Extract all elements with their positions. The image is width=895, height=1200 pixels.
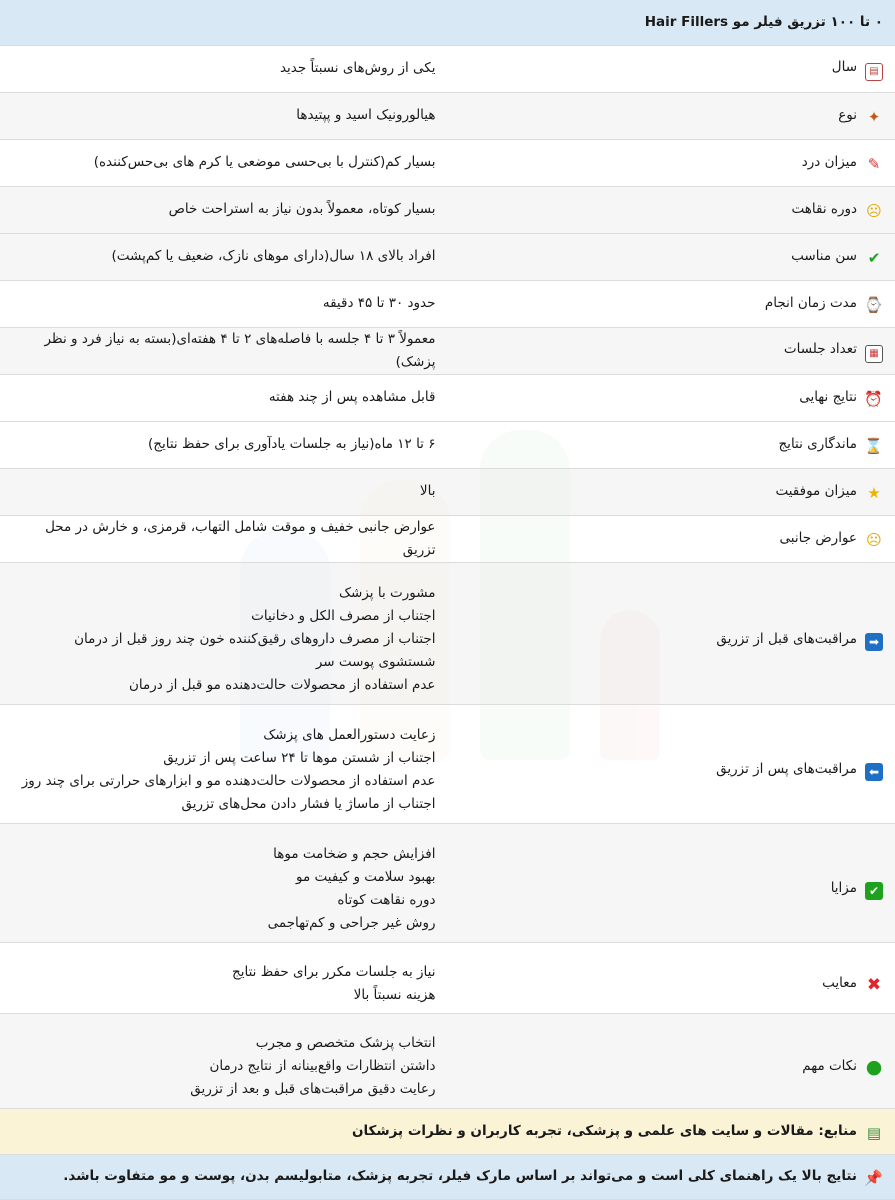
row-label: ●نکات مهم	[448, 1013, 895, 1108]
books-icon: ▤	[866, 1123, 882, 1142]
sources-text: منابع: مقالات و سایت های علمی و پزشکی، تجربه کاربران و نظرات پزشکان	[351, 1122, 857, 1139]
list-item: مشورت با پزشک	[338, 584, 436, 601]
row-label: ▦تعداد جلسات	[448, 327, 895, 374]
row-value: حدود ۳۰ تا ۴۵ دقیقه	[0, 280, 448, 327]
list-item: افزایش حجم و ضخامت موها	[273, 845, 436, 862]
row-label: ➡مراقبت‌های قبل از تزریق	[448, 562, 895, 704]
table-row	[0, 1013, 895, 1108]
sources-row	[0, 1108, 895, 1154]
row-value: بسیار کم(کنترل با بی‌حسی موضعی یا کرم های بی‌حس‌کننده)	[0, 139, 448, 186]
cross-mark-icon: ✖	[866, 975, 882, 995]
table-row	[0, 45, 895, 92]
row-value-list	[0, 562, 448, 704]
check-box-icon: ✔	[865, 882, 883, 900]
row-label: ✎میزان درد	[448, 139, 895, 186]
list-item: اجتناب از ماساژ یا فشار دادن محل‌های تزریق	[181, 795, 436, 812]
row-value-list	[0, 942, 448, 1013]
table-row	[0, 942, 895, 1013]
list-item: اجتناب از شستن موها تا ۲۴ ساعت پس از تزریق	[163, 749, 436, 766]
arrow-left-icon: ⬅	[865, 763, 883, 781]
list-item: شستشوی پوست سر	[315, 653, 436, 670]
list-item: روش غیر جراحی و کم‌تهاجمی	[267, 914, 436, 931]
list-item: زعایت دستورالعمل های پزشک	[263, 726, 436, 743]
row-label: ☹دوره نقاهت	[448, 186, 895, 233]
candy-icon: ✦	[867, 108, 881, 126]
watch-icon: ⌚	[864, 296, 883, 314]
table-row	[0, 421, 895, 468]
row-value: یکی از روش‌های نسبتاً جدید	[0, 45, 448, 92]
row-value: بسیار کوتاه، معمولاً بدون نیاز به استراحت خاص	[0, 186, 448, 233]
table-row	[0, 233, 895, 280]
row-value: عوارض جانبی خفیف و موقت شامل التهاب، قرمزی، و خارش در محل تزریق	[0, 515, 448, 562]
note-cell	[0, 1154, 895, 1199]
table-row	[0, 186, 895, 233]
worried-face-icon: ☹	[866, 202, 882, 220]
list-item: اجتناب از مصرف الکل و دخانیات	[251, 607, 436, 624]
list-item: داشتن انتظارات واقع‌بینانه از نتایج درمان	[209, 1058, 436, 1074]
row-label: ★میزان موفقیت	[448, 468, 895, 515]
table-title-row	[0, 0, 895, 45]
row-value: هیالورونیک اسید و پپتیدها	[0, 92, 448, 139]
table-row	[0, 562, 895, 704]
row-value: ۶ تا ۱۲ ماه(نیاز به جلسات یادآوری برای حفظ نتایج)	[0, 421, 448, 468]
list-item: رعایت دقیق مراقبت‌های قبل و بعد از تزریق	[190, 1081, 436, 1097]
row-label: ⌚مدت زمان انجام	[448, 280, 895, 327]
row-label: ⌛ماندگاری نتایج	[448, 421, 895, 468]
row-value: افراد بالای ۱۸ سال(دارای موهای نازک، ضعیف یا کم‌پشت)	[0, 233, 448, 280]
table-row	[0, 704, 895, 823]
check-mark-icon: ✔	[867, 249, 881, 267]
row-value: قابل مشاهده پس از چند هفته	[0, 374, 448, 421]
table-row	[0, 823, 895, 942]
alarm-clock-icon: ⏰	[864, 390, 883, 408]
list-item: بهبود سلامت و کیفیت مو	[296, 868, 436, 885]
row-label: ✦نوع	[448, 92, 895, 139]
abacus-icon: ▦	[865, 345, 883, 363]
table-row	[0, 139, 895, 186]
list-item: انتخاب پزشک متخصص و مجرب	[255, 1035, 436, 1051]
star-icon: ★	[867, 484, 881, 502]
row-label: ✖معایب	[448, 942, 895, 1013]
table-row	[0, 92, 895, 139]
row-label: ✔مزایا	[448, 823, 895, 942]
list-item: دوره نقاهت کوتاه	[337, 891, 436, 908]
sources-cell	[0, 1108, 895, 1154]
sad-face-icon: ☹	[866, 531, 882, 549]
row-value: معمولاً ۳ تا ۴ جلسه با فاصله‌های ۲ تا ۴ هفته‌ای(بسته به نیاز فرد و نظر پزشک)	[0, 327, 448, 374]
note-text: نتایج بالا یک راهنمای کلی است و می‌تواند بر اساس مارک فیلر، تجربه پزشک، متابولیسم بدن، پوست و مو متفاوت باشد.	[63, 1168, 857, 1184]
table-row	[0, 374, 895, 421]
calendar-icon: ▤	[865, 63, 883, 81]
list-item: عدم استفاده از محصولات حالت‌دهنده مو قبل از درمان	[128, 676, 436, 693]
table-row	[0, 280, 895, 327]
row-label: ⬅مراقبت‌های پس از تزریق	[448, 704, 895, 823]
list-item: اجتناب از مصرف داروهای رقیق‌کننده خون چند روز قبل از درمان	[74, 630, 436, 647]
note-row	[0, 1154, 895, 1199]
table-row	[0, 468, 895, 515]
row-value-list	[0, 1013, 448, 1108]
row-value-list	[0, 823, 448, 942]
row-label: ⏰نتایج نهایی	[448, 374, 895, 421]
hourglass-icon: ⌛	[864, 437, 883, 455]
list-item: عدم استفاده از محصولات حالت‌دهنده مو و ابزارهای حرارتی برای چند روز	[21, 772, 436, 789]
row-label: ▤سال	[448, 45, 895, 92]
arrow-right-icon: ➡	[865, 633, 883, 651]
row-value-list	[0, 704, 448, 823]
row-label: ☹عوارض جانبی	[448, 515, 895, 562]
green-circle-icon: ●	[865, 1056, 883, 1078]
list-item: هزینه نسبتاً بالا	[353, 986, 436, 1003]
syringe-icon: ✎	[867, 155, 881, 173]
table-row	[0, 515, 895, 562]
row-value: بالا	[0, 468, 448, 515]
table-title: ۰ تا ۱۰۰ تزریق فیلر مو Hair Fillers	[0, 0, 895, 45]
pushpin-icon: 📌	[864, 1169, 883, 1187]
list-item: نیاز به جلسات مکرر برای حفظ نتایج	[232, 963, 436, 980]
row-label: ✔سن مناسب	[448, 233, 895, 280]
table-row	[0, 327, 895, 374]
